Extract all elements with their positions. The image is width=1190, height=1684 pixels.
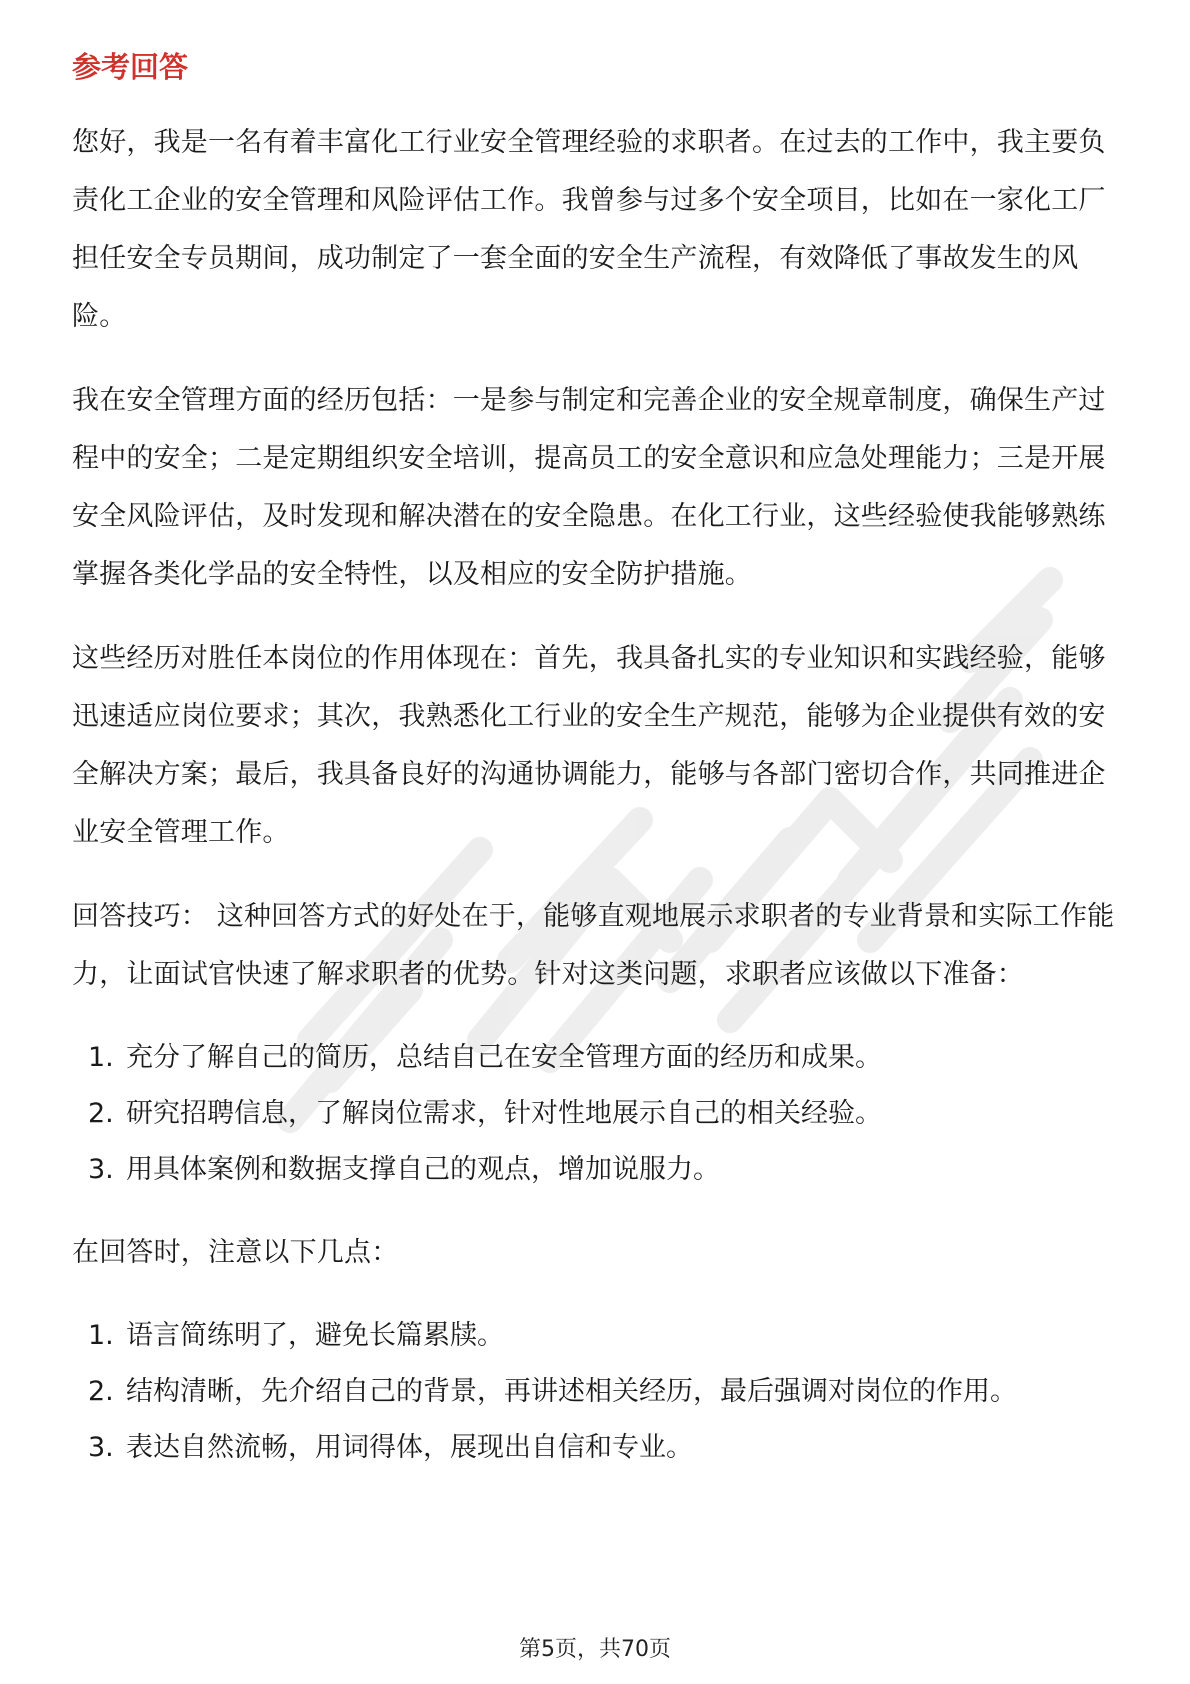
list-number: 1. xyxy=(88,1042,114,1073)
list-item xyxy=(88,1420,1118,1476)
list-item xyxy=(88,1142,1118,1198)
list-text: 表达自然流畅，用词得体，展现出自信和专业。 xyxy=(126,1432,693,1463)
answer-paragraph: 您好，我是一名有着丰富化工行业安全管理经验的求职者。在过去的工作中，我主要负责化工企业的安全管理和风险评估工作。我曾参与过多个安全项目，比如在一家化工厂担任安全专员期间，成功制定了一套全面的安全生产流程，有效降低了事故发生的风险。 xyxy=(72,127,1106,332)
section-title: 参考回答 xyxy=(72,50,189,84)
list-item xyxy=(88,1086,1118,1142)
list-number: 2. xyxy=(88,1098,114,1129)
experience-paragraph: 我在安全管理方面的经历包括：一是参与制定和完善企业的安全规章制度，确保生产过程中的安全；二是定期组织安全培训，提高员工的安全意识和应急处理能力；三是开展安全风险评估，及时发现和解决潜在的安全隐患。在化工行业，这些经验使我能够熟练掌握各类化学品的安全特性，以及相应的安全防护措施。 xyxy=(72,385,1106,590)
page-footer: 第5页，共70页 xyxy=(519,1637,671,1662)
list-text: 结构清晰，先介绍自己的背景，再讲述相关经历，最后强调对岗位的作用。 xyxy=(126,1376,1017,1407)
list-text: 充分了解自己的简历，总结自己在安全管理方面的经历和成果。 xyxy=(126,1042,882,1073)
list-text: 研究招聘信息，了解岗位需求，针对性地展示自己的相关经验。 xyxy=(126,1098,882,1129)
list-number: 1. xyxy=(88,1320,114,1351)
notes-list xyxy=(72,1308,1118,1476)
list-number: 2. xyxy=(88,1376,114,1407)
notes-intro: 在回答时，注意以下几点： xyxy=(72,1237,399,1268)
list-item xyxy=(88,1030,1118,1086)
prep-list xyxy=(72,1030,1118,1198)
main-content xyxy=(72,46,1118,1502)
list-item xyxy=(88,1308,1118,1364)
list-text: 语言简练明了，避免长篇累牍。 xyxy=(126,1320,504,1351)
list-number: 3. xyxy=(88,1154,114,1185)
role-fit-paragraph: 这些经历对胜任本岗位的作用体现在：首先，我具备扎实的专业知识和实践经验，能够迅速适应岗位要求；其次，我熟悉化工行业的安全生产规范，能够为企业提供有效的安全解决方案；最后，我具备良好的沟通协调能力，能够与各部门密切合作，共同推进企业安全管理工作。 xyxy=(72,643,1106,848)
list-text: 用具体案例和数据支撑自己的观点，增加说服力。 xyxy=(126,1154,720,1185)
list-number: 3. xyxy=(88,1432,114,1463)
list-item xyxy=(88,1364,1118,1420)
tips-paragraph: 回答技巧： 这种回答方式的好处在于，能够直观地展示求职者的专业背景和实际工作能力，让面试官快速了解求职者的优势。针对这类问题，求职者应该做以下准备： xyxy=(72,901,1115,990)
